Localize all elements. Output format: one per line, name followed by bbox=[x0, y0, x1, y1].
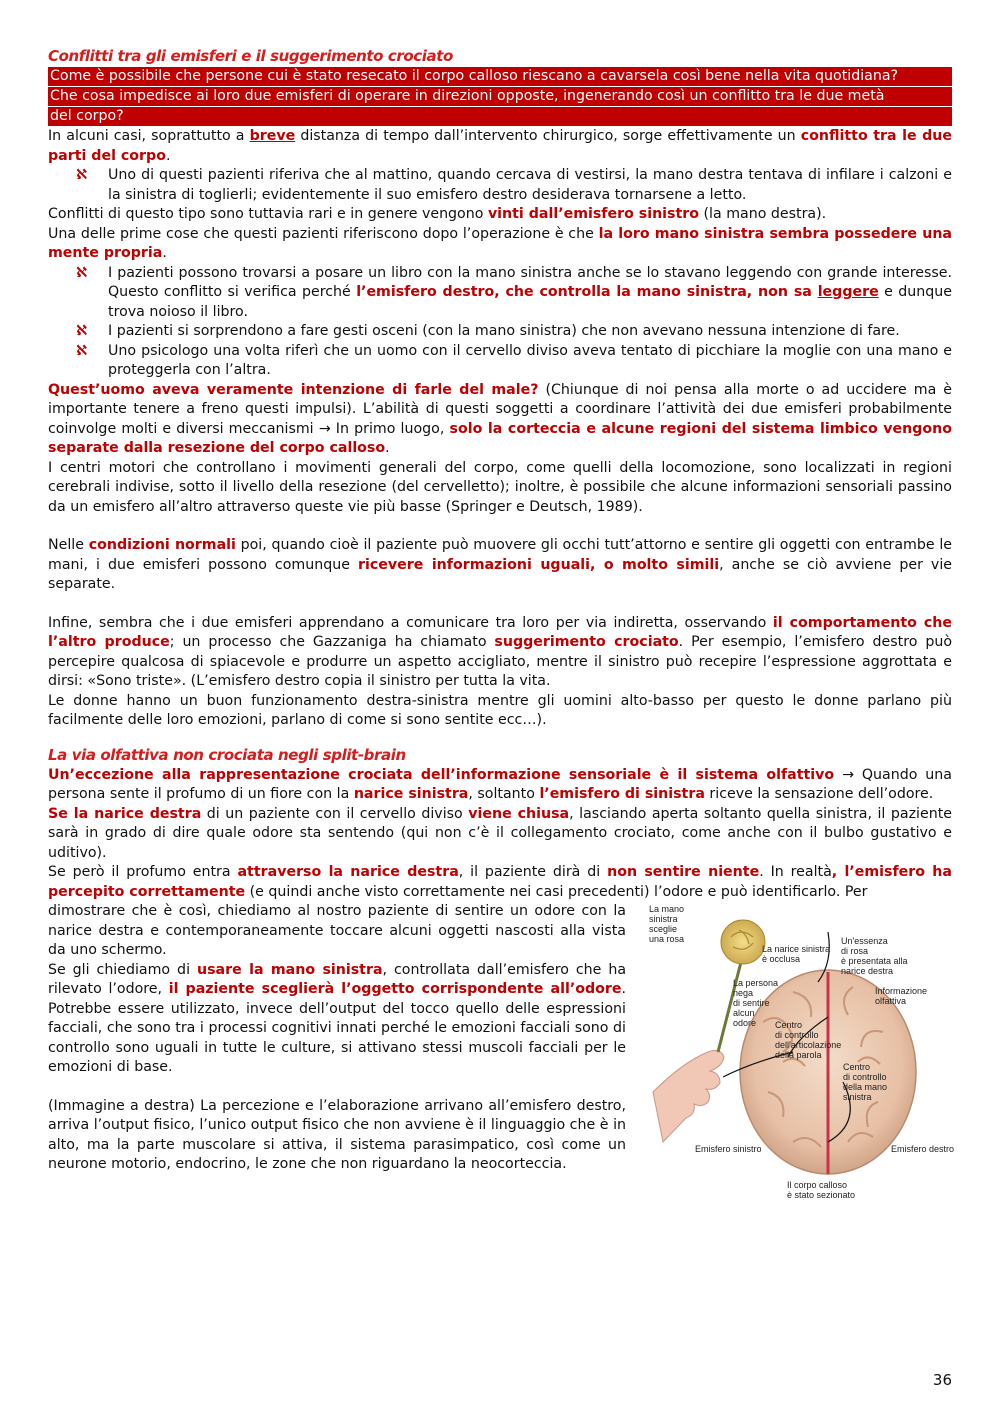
figure-label-essence: Un'essenza di rosa è presentata alla narice destra bbox=[841, 936, 908, 976]
section-title-olfactory: La via olfattiva non crociata negli split-brain bbox=[48, 745, 406, 764]
bullet-icon: ℵ bbox=[76, 264, 88, 281]
page-content bbox=[48, 46, 955, 1200]
paragraph-gender-note: Le donne hanno un buon funzionamento destra-sinistra mentre gli uomini alto-basso per questo le donne parlano più facilmente delle loro emozioni, parlano di come si sono sentite ecc…). bbox=[48, 692, 952, 728]
paragraph-olfactory-exception: Un’eccezione alla rappresentazione crociata dell’informazione sensoriale è il sistema olfattivo → Quando una persona sente il profumo di un fiore con la narice sinistra, soltanto l’emisfero di sinistra riceve la sensazione dell’odore. bbox=[48, 766, 952, 802]
paragraph-left-hand-choice: Se gli chiediamo di usare la mano sinistra, controllata dall’emisfero che ha rilevato l’odore, il paziente sceglierà l’oggetto corrispondente all’odore. Potrebbe essere utilizzato, invece dell’output del tocco quello delle espressioni facciali, che sono tra i processi cognitivi innati perché le emozioni facciali sono di controllo sono uguali in tutte le culture, si attivano stessi muscoli facciali per le emozioni di base. bbox=[48, 961, 627, 1075]
figure-label-speech-center: Centro di controllo dell'articolazione della parola bbox=[775, 1020, 842, 1060]
paragraph-left-hand-mind: Una delle prime cose che questi pazienti riferiscono dopo l’operazione è che la loro mano sinistra sembra possedere una mente propria. bbox=[48, 225, 952, 261]
paragraph-normal-conditions: Nelle condizioni normali poi, quando cioè il paziente può muovere gli occhi tutt’attorno e sentire gli oggetti con entrambe le mani, i due emisferi possono comunque ricevere informazioni uguali, o molto simili, anche se ciò avviene per vie separate. bbox=[48, 537, 952, 592]
list-item: ℵ Uno psicologo una volta riferì che un uomo con il cervello diviso aveva tentato di picchiare la moglie con una mano e proteggerla con l’altra. bbox=[76, 342, 952, 378]
intro-question-2: Che cosa impedisce ai loro due emisferi di operare in direzioni opposte, ingenerando così un conflitto tra le due metà bbox=[48, 87, 952, 107]
bullet-list-1 bbox=[48, 166, 952, 205]
intro-highlight-box bbox=[48, 67, 952, 127]
paragraph-image-caption: (Immagine a destra) La percezione e l’elaborazione arrivano all’emisfero destro, arriva l’output fisico, l’unico output fisico che non avviene è il linguaggio che è in alto, ma la parte muscolare si attiva, il sistema parasimpatico, così come un neurone motorio, endocrino, le zone che non riguardano la neocorteccia. bbox=[48, 1097, 626, 1172]
list-item: ℵ I pazienti possono trovarsi a posare un libro con la mano sinistra anche se lo stavano leggendo con grande interesse. Questo conflitto si verifica perché l’emisfero destro, che controlla la mano sinistra, non sa leggere e dunque trova noioso il libro. bbox=[76, 264, 953, 320]
intro-question-1: Come è possibile che persone cui è stato resecato il corpo calloso riescano a cavarsela così bene nella vita quotidiana? bbox=[48, 67, 952, 87]
paragraph-intention: Quest’uomo aveva veramente intenzione di farle del male? (Chiunque di noi pensa alla morte o ad uccidere ma è importante tenere a freno questi impulsi). L’abilità di questi soggetti a coordinare l’attività dei due emisferi probabilmente coinvolge molti e diversi meccanismi → In primo luogo, solo la corteccia e alcune regioni del sistema limbico vengono separate dalla resezione del corpo calloso. bbox=[48, 381, 952, 456]
bullet-icon: ℵ bbox=[76, 342, 88, 359]
arrow-icon: → bbox=[834, 766, 862, 783]
paragraph-right-nostril-closed: Se la narice destra di un paziente con il cervello diviso viene chiusa, lasciando aperta soltanto quella sinistra, il paziente sarà in grado di dire quale odore sta sentendo (qui non c’è il collegamento crociato, come anche con il bulbo gustativo e uditivo). bbox=[48, 805, 952, 861]
bullet-icon: ℵ bbox=[76, 323, 88, 339]
figure-label-left-hemisphere: Emisfero sinistro bbox=[695, 1144, 762, 1154]
figure-label-nostril: La narice sinistra è occlusa bbox=[762, 944, 831, 964]
intro-question-3: del corpo? bbox=[48, 107, 952, 127]
paragraph-right-nostril-open: Se però il profumo entra attraverso la narice destra, il paziente dirà di non sentire niente. In realtà, l’emisfero ha percepito correttamente (e quindi anche visto correttamente nei casi precedenti) l’odore e può identificarlo. Per bbox=[48, 864, 952, 900]
split-brain-olfactory-figure bbox=[643, 902, 963, 1232]
figure-label-person: La persona nega di sentire alcun odore bbox=[733, 978, 779, 1028]
figure-label-olfactory-info: Informazione olfattiva bbox=[875, 986, 928, 1006]
bullet-list-2 bbox=[48, 264, 952, 381]
paragraph-cross-cueing: Infine, sembra che i due emisferi apprendano a comunicare tra loro per via indiretta, osservando il comportamento che l’altro produce; un processo che Gazzaniga ha chiamato suggerimento crociato. Per esempio, l’emisfero destro può percepire qualcosa di spiacevole e produrre un aspetto accigliato, mentre il sinistro può recepire l’espressione aggrottata e dirsi: «Sono triste». (L’emisfero destro copia il sinistro per tutta la vita. bbox=[48, 614, 953, 689]
figure-text-wrap bbox=[48, 902, 955, 1200]
section-title-conflicts: Conflitti tra gli emisferi e il suggerimento crociato bbox=[48, 47, 453, 65]
list-item: ℵ Uno di questi pazienti riferiva che al mattino, quando cercava di vestirsi, la mano destra tentava di infilare i calzoni e la sinistra di toglierli; evidentemente il suo emisfero destro desiderava tornarsene a letto. bbox=[76, 167, 952, 203]
paragraph-conflict-intro: In alcuni casi, soprattutto a breve distanza di tempo dall’intervento chirurgico, sorge effettivamente un conflitto tra le due parti del corpo. bbox=[48, 128, 953, 164]
paragraph-conflicts-rare: Conflitti di questo tipo sono tuttavia rari e in genere vengono vinti dall’emisfero sinistro (la mano destra). bbox=[48, 206, 827, 222]
figure-label-hand: La mano sinistra sceglie una rosa bbox=[649, 904, 685, 944]
list-item: ℵ I pazienti si sorprendono a fare gesti osceni (con la mano sinistra) che non avevano nessuna intenzione di fare. bbox=[108, 322, 952, 342]
figure-label-corpus-callosum: Il corpo calloso è stato sezionato bbox=[787, 1180, 856, 1200]
page-number: 36 bbox=[932, 1371, 952, 1389]
paragraph-motor-centers: I centri motori che controllano i movimenti generali del corpo, come quelli della locomozione, sono localizzati in regioni cerebrali indivise, sotto il livello della resezione (del cervelletto); inoltre, è possibile che alcune informazioni sensoriali passino da un emisfero all’altro attraverso queste vie più basse (Springer e Deutsch, 1989). bbox=[48, 459, 952, 515]
figure-label-right-hemisphere: Emisfero destro bbox=[891, 1144, 955, 1154]
arrow-icon: → bbox=[318, 420, 331, 437]
bullet-icon: ℵ bbox=[76, 167, 88, 183]
left-column bbox=[48, 902, 626, 1175]
figure-label-hand-control: Centro di controllo della mano sinistra bbox=[843, 1062, 888, 1102]
paragraph-demonstration: dimostrare che è così, chiediamo al nostro paziente di sentire un odore con la narice destra e contemporaneamente toccare alcuni oggetti nascosti alla vista da uno schermo. bbox=[48, 903, 626, 958]
